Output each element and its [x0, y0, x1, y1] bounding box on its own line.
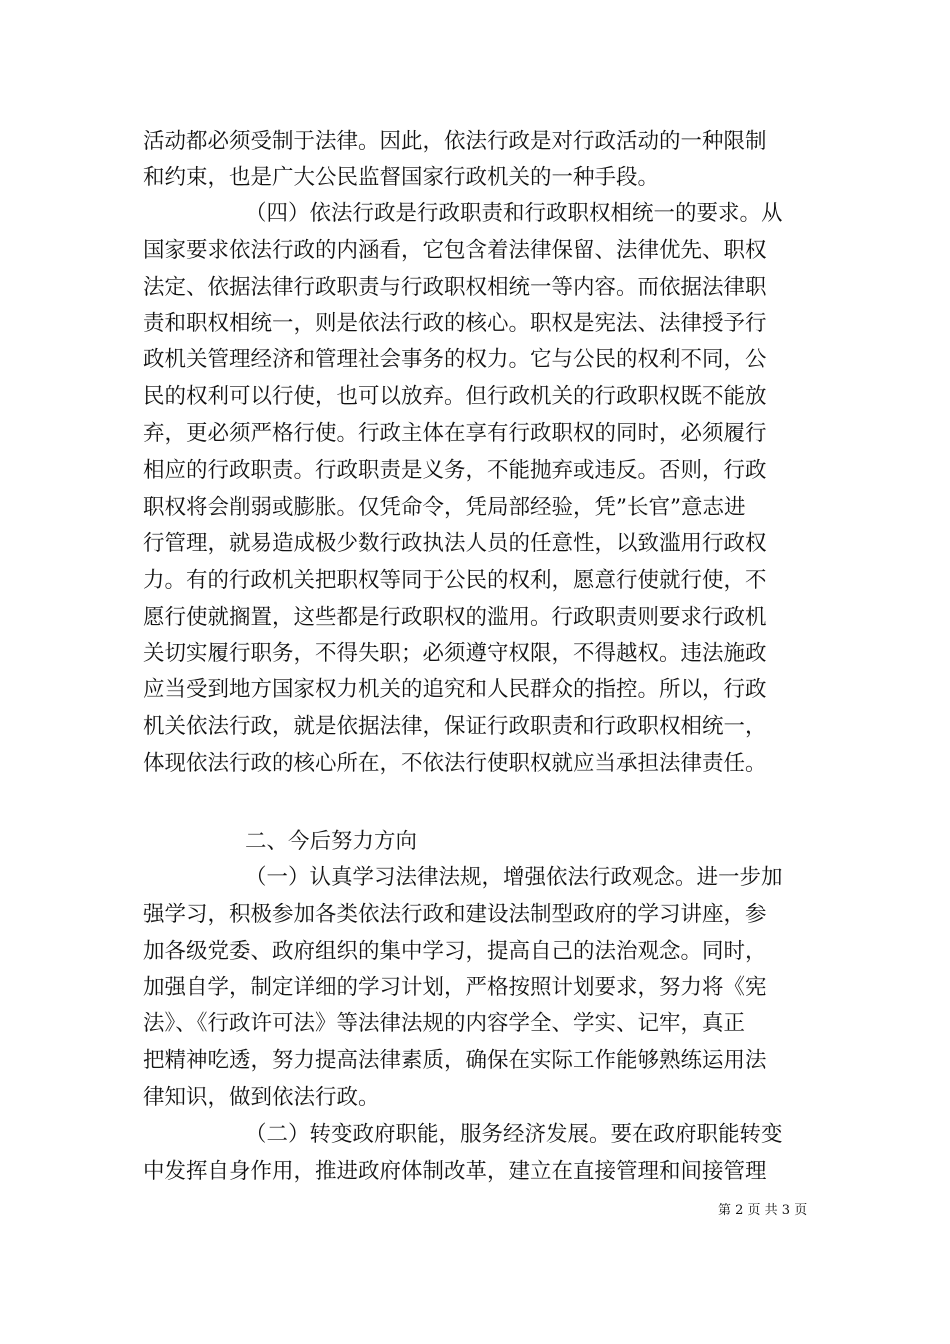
- text-line: 相应的行政职责。行政职责是义务，不能抛弃或违反。否则，行政: [143, 458, 767, 483]
- text-line: 关切实履行职务，不得失职；必须遵守权限，不得越权。违法施政: [143, 641, 767, 666]
- page-number-footer: 第 2 页 共 3 页: [718, 1203, 808, 1218]
- text-line: 行管理，就易造成极少数行政执法人员的任意性，以致滥用行政权: [143, 531, 767, 556]
- text-line: 体现依法行政的核心所在，不依法行使职权就应当承担法律责任。: [143, 751, 767, 776]
- paragraph-heading: （二）转变政府职能，服务经济发展。要在政府职能转变: [245, 1122, 783, 1147]
- section-heading: 二、今后努力方向: [245, 829, 418, 854]
- text-line: 机关依法行政，就是依据法律，保证行政职责和行政职权相统一，: [143, 714, 767, 739]
- text-line: 法定、依据法律行政职责与行政职权相统一等内容。而依据法律职: [143, 275, 767, 300]
- text-line: 应当受到地方国家权力机关的追究和人民群众的指控。所以，行政: [143, 677, 767, 702]
- text-line: 中发挥自身作用，推进政府体制改革，建立在直接管理和间接管理: [143, 1159, 767, 1184]
- paragraph-heading: （一）认真学习法律法规，增强依法行政观念。进一步加: [245, 865, 783, 890]
- text-line: 律知识，做到依法行政。: [143, 1085, 380, 1110]
- paragraph-heading: （四）依法行政是行政职责和行政职权相统一的要求。从: [245, 201, 783, 226]
- text-line: 民的权利可以行使，也可以放弃。但行政机关的行政职权既不能放: [143, 384, 767, 409]
- text-line: 职权将会削弱或膨胀。仅凭命令，凭局部经验，凭”长官”意志进: [143, 495, 746, 520]
- text-line: 法》、《行政许可法》等法律法规的内容学全、学实、记牢，真正: [143, 1011, 746, 1036]
- text-line: 愿行使就搁置，这些都是行政职权的滥用。行政职责则要求行政机: [143, 605, 767, 630]
- text-line: 责和职权相统一，则是依法行政的核心。职权是宪法、法律授予行: [143, 311, 767, 336]
- text-line: 弃，更必须严格行使。行政主体在享有行政职权的同时，必须履行: [143, 421, 767, 446]
- text-line: 政机关管理经济和管理社会事务的权力。它与公民的权利不同，公: [143, 347, 767, 372]
- text-line: 加各级党委、政府组织的集中学习，提高自己的法治观念。同时，: [143, 939, 767, 964]
- text-line: 把精神吃透，努力提高法律素质，确保在实际工作能够熟练运用法: [143, 1048, 767, 1073]
- text-line: 力。有的行政机关把职权等同于公民的权利，愿意行使就行使，不: [143, 568, 767, 593]
- text-line: 国家要求依法行政的内涵看，它包含着法律保留、法律优先、职权: [143, 238, 767, 263]
- text-line: 加强自学，制定详细的学习计划，严格按照计划要求，努力将《宪: [143, 975, 767, 1000]
- text-line: 和约束，也是广大公民监督国家行政机关的一种手段。: [143, 165, 660, 190]
- text-line: 活动都必须受制于法律。因此，依法行政是对行政活动的一种限制: [143, 129, 767, 154]
- text-line: 强学习，积极参加各类依法行政和建设法制型政府的学习讲座，参: [143, 902, 767, 927]
